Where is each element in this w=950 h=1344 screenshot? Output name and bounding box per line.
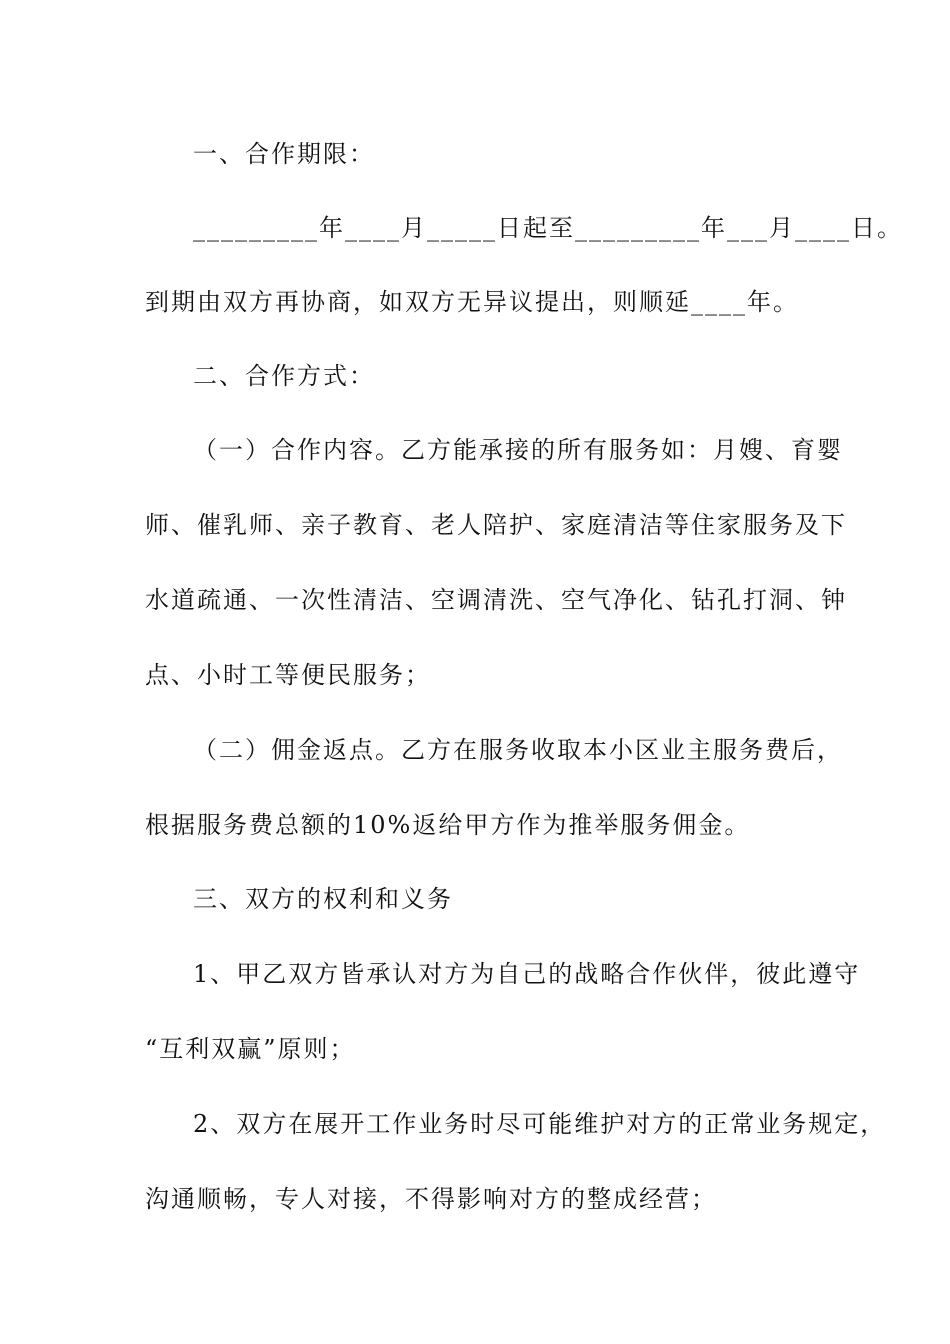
paragraph-line: （一）合作内容。乙方能承接的所有服务如：月嫂、育婴 xyxy=(193,436,843,464)
paragraph-line: 水道疏通、一次性清洁、空调清洗、空气净化、钻孔打洞、钟 xyxy=(145,586,847,614)
paragraph-line: （二）佣金返点。乙方在服务收取本小区业主服务费后， xyxy=(193,736,843,764)
section-heading-rights: 三、双方的权利和义务 xyxy=(193,885,453,913)
paragraph-line: 1、甲乙双方皆承认对方为自己的战略合作伙伴，彼此遵守 xyxy=(193,960,861,988)
paragraph-line: 师、催乳师、亲子教育、老人陪护、家庭清洁等住家服务及下 xyxy=(145,511,847,539)
section-heading-method: 二、合作方式： xyxy=(193,362,375,390)
paragraph-line: 根据服务费总额的10%返给甲方作为推举服务佣金。 xyxy=(145,811,751,839)
paragraph-line: 到期由双方再协商，如双方无异议提出，则顺延____年。 xyxy=(145,288,799,316)
paragraph-line: 点、小时工等便民服务； xyxy=(145,661,431,689)
section-heading-term: 一、合作期限： xyxy=(193,140,375,168)
paragraph-line: 沟通顺畅，专人对接，不得影响对方的整成经营； xyxy=(145,1185,717,1213)
paragraph-line: “互利双赢”原则； xyxy=(145,1035,356,1063)
paragraph-line: 2、双方在展开工作业务时尽可能维护对方的正常业务规定， xyxy=(193,1110,887,1138)
date-range-line: _________年____月_____日起至_________年___月____日。 xyxy=(193,214,903,242)
